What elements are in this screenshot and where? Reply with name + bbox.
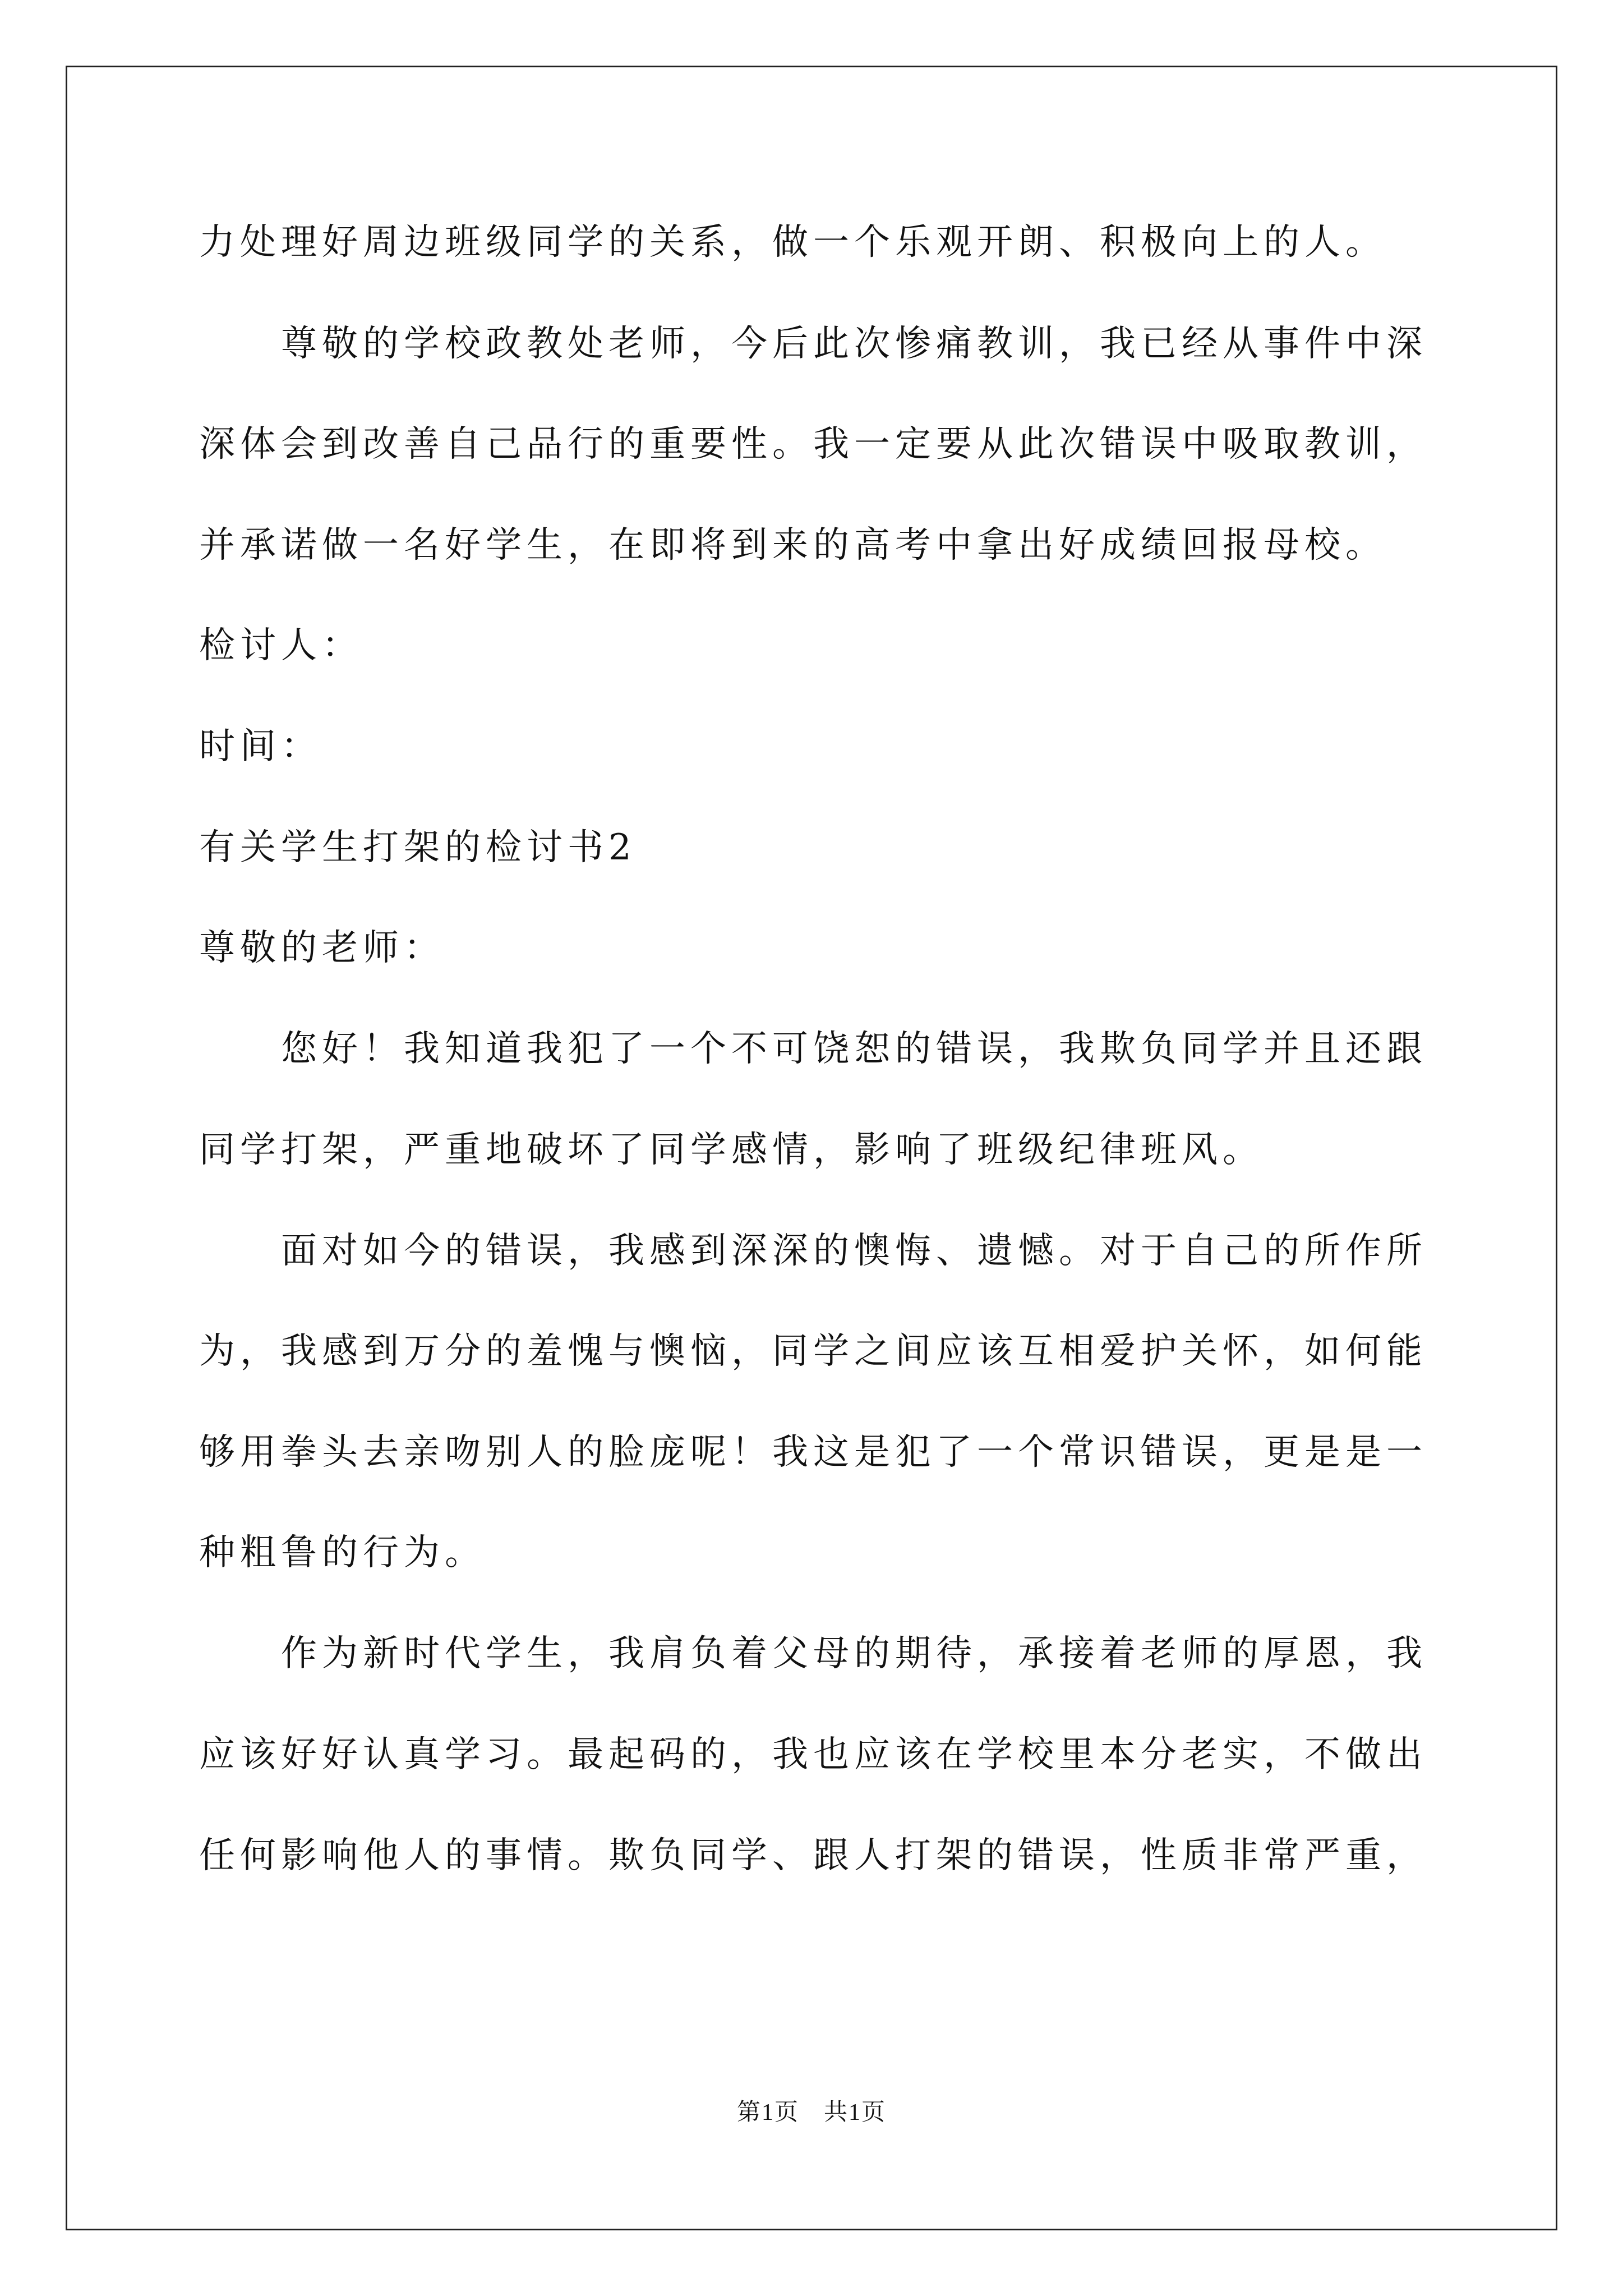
text-line: 种粗鲁的行为。	[199, 1532, 486, 1573]
salutation: 尊敬的老师：	[199, 927, 445, 969]
date-label: 时间：	[199, 726, 322, 767]
text-line: 深体会到改善自己品行的重要性。我一定要从此次错误中吸取教训，	[199, 424, 1427, 465]
text-line: 应该好好认真学习。最起码的，我也应该在学校里本分老实，不做出	[199, 1734, 1427, 1775]
paragraph-start-line: 您好！我知道我犯了一个不可饶恕的错误，我欺负同学并且还跟	[281, 1028, 1427, 1070]
section-title: 有关学生打架的检讨书2	[199, 827, 637, 868]
text-line: 任何影响他人的事情。欺负同学、跟人打架的错误，性质非常严重，	[199, 1835, 1427, 1876]
text-line: 并承诺做一名好学生，在即将到来的高考中拿出好成绩回报母校。	[199, 524, 1386, 566]
signer-label: 检讨人：	[199, 625, 363, 666]
text-line: 够用拳头去亲吻别人的脸庞呢！我这是犯了一个常识错误，更是是一	[199, 1432, 1427, 1473]
page-number-footer: 第1页 共1页	[736, 2100, 886, 2125]
text-line: 为，我感到万分的羞愧与懊恼，同学之间应该互相爱护关怀，如何能	[199, 1331, 1427, 1372]
paragraph-start-line: 面对如今的错误，我感到深深的懊悔、遗憾。对于自己的所作所	[281, 1230, 1427, 1272]
paragraph-start-line: 作为新时代学生，我肩负着父母的期待，承接着老师的厚恩，我	[281, 1633, 1427, 1674]
text-line: 同学打架，严重地破坏了同学感情，影响了班级纪律班风。	[199, 1129, 1264, 1171]
text-line: 力处理好周边班级同学的关系，做一个乐观开朗、积极向上的人。	[199, 222, 1386, 263]
paragraph-start-line: 尊敬的学校政教处老师，今后此次惨痛教训，我已经从事件中深	[281, 323, 1427, 365]
